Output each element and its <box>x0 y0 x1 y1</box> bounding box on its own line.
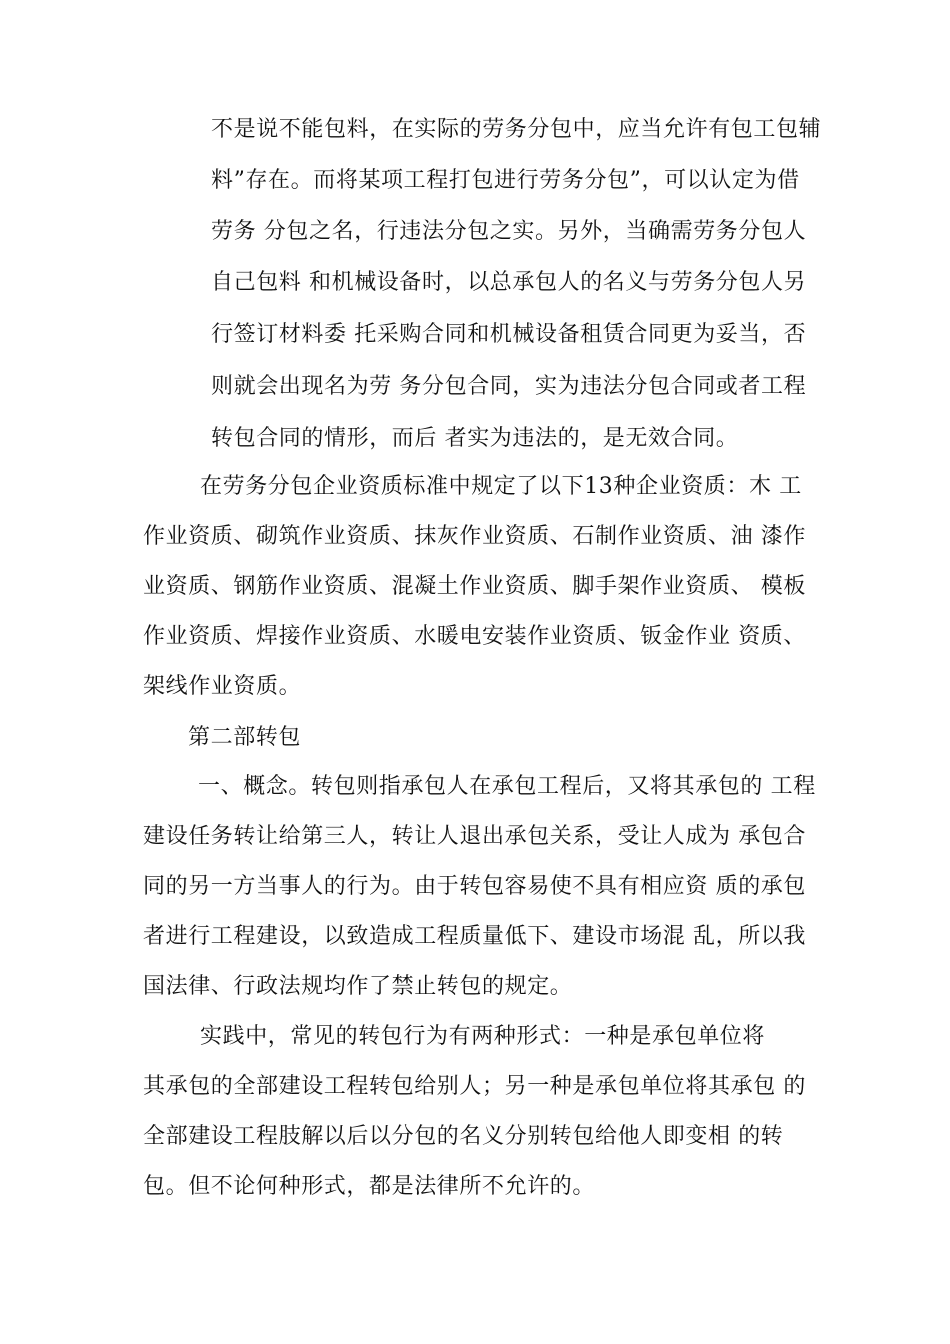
text-line: 其承包的全部建设工程转包给别人；另一种是承包单位将其承包 的 <box>143 1074 806 1099</box>
text-line: 转包合同的情形，而后 者实为违法的，是无效合同。 <box>211 426 739 451</box>
text-line: 自己包料 和机械设备时，以总承包人的名义与劳务分包人另 <box>211 270 807 295</box>
text-line: 行签订材料委 托采购合同和机械设备租赁合同更为妥当，否 <box>211 322 807 347</box>
text-line: 不是说不能包料，在实际的劳务分包中，应当允许有包工包辅 <box>211 117 822 142</box>
text-line: 作业资质、砌筑作业资质、抹灰作业资质、石制作业资质、油 漆作 <box>143 524 806 549</box>
text-line: 劳务 分包之名，行违法分包之实。另外，当确需劳务分包人 <box>211 219 807 244</box>
text-line: 包。但不论何种形式，都是法律所不允许的。 <box>143 1174 596 1199</box>
text-line: 则就会出现名为劳 务分包合同，实为违法分包合同或者工程 <box>211 374 807 399</box>
text-line: 业资质、钢筋作业资质、混凝土作业资质、脚手架作业资质、 模板 <box>143 574 806 599</box>
text-line: 在劳务分包企业资质标准中规定了以下13种企业资质：木 工 <box>200 474 802 499</box>
text-line: 者进行工程建设，以致造成工程质量低下、建设市场混 乱，所以我 <box>143 924 806 949</box>
text-line: 作业资质、焊接作业资质、水暖电安装作业资质、钣金作业 资质、 <box>143 624 806 649</box>
text-line: 一、概念。转包则指承包人在承包工程后，又将其承包的 工程 <box>198 774 816 799</box>
text-line: 架线作业资质。 <box>143 674 302 699</box>
text-line: 实践中，常见的转包行为有两种形式：一种是承包单位将 <box>200 1024 766 1049</box>
text-line: 国法律、行政法规均作了禁止转包的规定。 <box>143 974 573 999</box>
text-line: 料”存在。而将某项工程打包进行劳务分包”，可以认定为借 <box>211 168 800 193</box>
text-line: 全部建设工程肢解以后以分包的名义分别转包给他人即变相 的转 <box>143 1124 784 1149</box>
text-line: 同的另一方当事人的行为。由于转包容易使不具有相应资 质的承包 <box>143 874 806 899</box>
section-heading: 第二部转包 <box>188 725 302 750</box>
text-line: 建设任务转让给第三人，转让人退出承包关系，受让人成为 承包合 <box>143 824 806 849</box>
